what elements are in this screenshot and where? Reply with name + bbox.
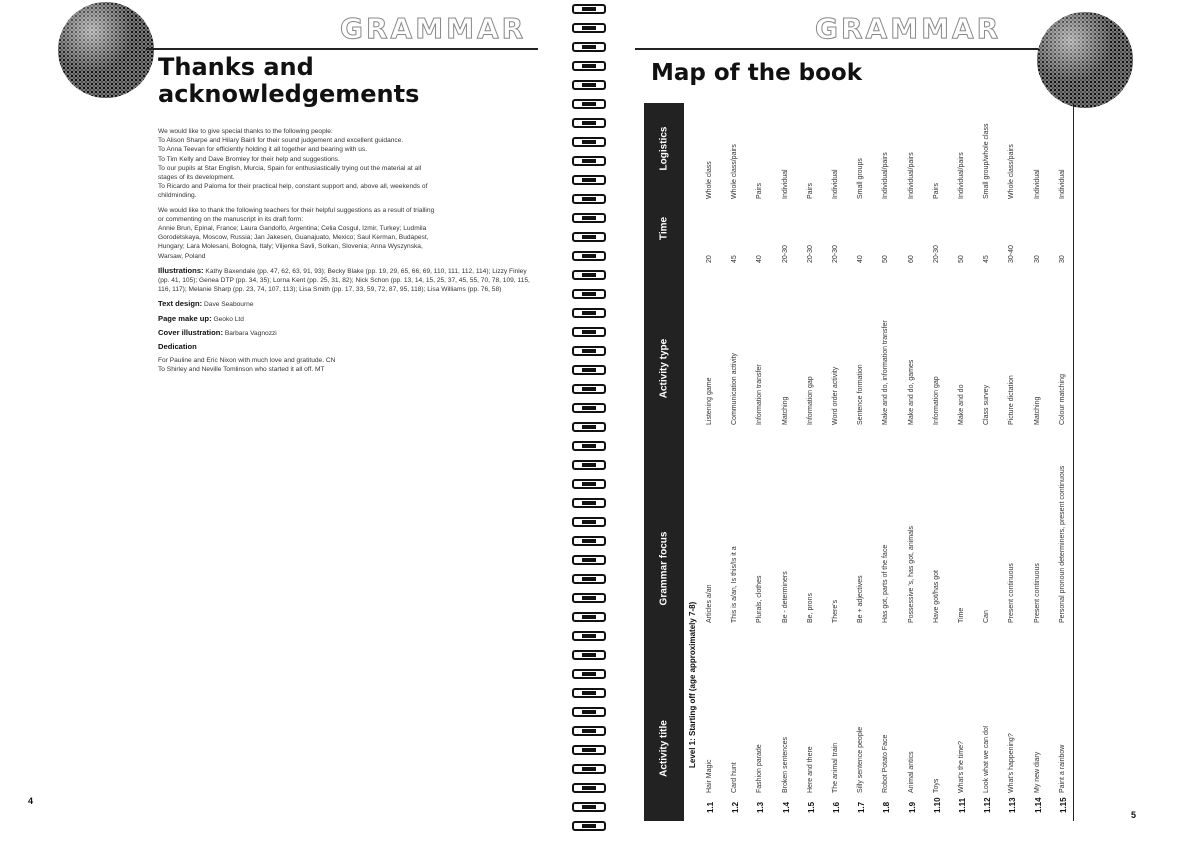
text-line: To Anna Teevan for efficiently holding it all together and bearing with us. [158,146,368,154]
binding-ring [572,118,606,128]
binding-ring [572,688,606,698]
binding-ring [572,403,606,413]
cell-type: Make and do, games [907,359,915,425]
dedication-heading [158,342,530,352]
cell-type: Picture dictation [1008,375,1016,425]
cell-title: What's happening? [1008,733,1016,793]
column-header-activity-type: Activity type [658,338,670,399]
map-table [644,103,1074,821]
cell-grammar: Present continuous [1033,563,1041,623]
binding-ring [572,251,606,261]
cell-type: Listening game [706,377,713,425]
cell-time: 20-30 [781,245,789,263]
cell-logistics: Individual/pairs [907,152,915,199]
cell-num: 1.6 [832,801,841,813]
text-line: stages of its development. [158,174,235,182]
cell-logistics: Individual [832,169,839,199]
binding-ring [572,460,606,470]
binding-ring [572,745,606,755]
cell-grammar: There's [832,599,839,623]
cell-grammar: Can [983,610,991,623]
page-number: 5 [1131,810,1137,820]
cell-type: Information gap [932,376,940,425]
cover-label: Cover illustration: [158,327,223,337]
cell-title: Fashion parade [756,744,764,793]
left-page [0,0,560,846]
cell-type: Matching [1033,396,1041,425]
cell-time: 20 [706,255,713,263]
header-rule [146,48,538,50]
binding-ring [572,802,606,812]
cell-num: 1.10 [932,797,942,813]
cell-num: 1.11 [958,797,967,813]
text-line: Warsaw, Poland [158,252,206,260]
binding-ring [572,327,606,337]
text-line: Hungary; Lara Molesani, Bologna, Italy; Viljenka Savli, Solkan, Slovenia; Anna Wyszynska, [158,243,423,251]
cell-time: 30-40 [1008,245,1016,263]
binding-ring [572,213,606,223]
binding-ring [572,783,606,793]
text-line: or commenting on the manuscript in its draft form: [158,215,304,223]
binding-ring [572,137,606,147]
binding-ring [572,270,606,280]
column-header-time: Time [658,216,670,241]
text-design-value: Dave Seabourne [204,301,254,309]
cell-grammar: Time [958,607,965,623]
cell-logistics: Individual [1058,169,1066,199]
binding-ring [572,289,606,299]
cell-num: 1.3 [756,801,766,813]
binding-ring [572,422,606,432]
cell-time: 30 [1058,255,1066,263]
cell-grammar: This is a/an, Is this/Is it a [731,546,739,623]
cell-title: Broken sentences [781,736,789,793]
cell-title: What's the time? [958,741,965,793]
text-line: Gorodetskaya, Moscow, Russia; Jan Jakesen, Guanajuato, Mexico; Saul Kerman, Budapest, [158,234,429,242]
cell-title: Hair Magic [706,759,713,793]
cell-type: Matching [781,396,789,425]
cell-time: 60 [907,255,915,263]
column-header-logistics: Logistics [658,126,670,171]
cell-title: Card hunt [731,762,739,793]
cell-num: 1.9 [907,801,917,813]
cell-num: 1.4 [781,801,791,813]
cell-type: Information gap [806,376,814,425]
binding-ring [572,669,606,679]
text-design-label: Text design: [158,299,203,309]
page-number: 4 [28,796,34,806]
cell-logistics: Individual [1033,169,1041,199]
illustrations-label: Illustrations: [158,265,204,275]
page-makeup-label: Page make up: [158,313,212,323]
cell-time: 45 [731,255,739,263]
cell-grammar: Articles a/an [706,584,713,623]
cell-logistics: Pairs [806,183,814,199]
thanks-paragraph [158,127,530,201]
cell-grammar: Has got, parts of the face [882,544,890,623]
cell-time: 50 [882,255,890,263]
binding-ring [572,232,606,242]
cell-grammar: Be + adjectives [857,575,865,623]
cell-title: Paint a rainbow [1058,744,1066,793]
cell-title: Robot Potato Face [882,734,890,793]
binding-ring [572,498,606,508]
dedication-line: To Shirley and Neville Tomlinson who started it all off. MT [158,366,325,374]
cell-logistics: Whole class/pairs [1008,144,1016,199]
halftone-circle-decoration [58,2,154,98]
level-label: Level 1: Starting off (age approximately 7-8) [688,601,697,768]
column-header-activity-title: Activity title [658,720,670,777]
cell-time: 20-30 [932,245,940,263]
binding-ring [572,194,606,204]
cell-logistics: Pairs [932,183,940,199]
header-rule [635,48,1045,50]
binding-ring [572,441,606,451]
binding-ring [572,555,606,565]
cell-type: Information transfer [756,364,764,425]
cell-logistics: Pairs [756,183,764,199]
cell-num: 1.12 [983,797,993,813]
cell-type: Communication activity [731,353,739,425]
header-grammar-word: GRAMMAR [815,12,1002,45]
cell-num: 1.8 [882,801,892,813]
cell-logistics: Whole class/pairs [731,144,739,199]
text-line: childminding. [158,192,197,200]
cell-title: Look what we can do! [983,725,991,793]
cell-time: 40 [756,255,764,263]
acknowledgements-body [158,127,530,379]
cell-title: Here and there [806,746,814,793]
binding-ring [572,612,606,622]
right-page [615,0,1200,846]
binding-ring [572,821,606,831]
cover-credit [158,328,530,338]
cell-grammar: Have got/has got [932,570,940,623]
cell-num: 1.2 [731,801,741,813]
text-line: We would like to thank the following teachers for their helpful suggestions as a result of trialling [158,206,435,214]
binding-ring [572,707,606,717]
cell-title: My new diary [1033,751,1041,793]
cell-type: Make and do, information transfer [882,320,890,425]
halftone-circle-decoration [1037,12,1133,108]
cell-type: Sentence formation [857,364,865,425]
binding-ring [572,156,606,166]
cell-type: Colour matching [1058,374,1066,425]
cell-grammar: Plurals, clothes [756,575,764,623]
binding-ring [572,574,606,584]
map-title: Map of the book [651,60,863,86]
cell-title: Toys [932,778,940,793]
binding-ring [572,308,606,318]
dedication-line: For Pauline and Eric Nixon with much love and gratitude. CN [158,357,336,365]
text-line: We would like to give special thanks to the following people: [158,128,333,135]
binding-ring [572,764,606,774]
page-makeup-credit [158,314,530,324]
cell-logistics: Small groups [857,158,865,199]
binding-ring [572,4,606,14]
illustrations-paragraph [158,266,530,295]
binding-ring [572,23,606,33]
title-line-1: Thanks and [158,53,314,81]
binding-ring [572,61,606,71]
binding-ring [572,384,606,394]
text-design-credit [158,299,530,309]
cell-num: 1.5 [806,801,816,813]
cell-grammar: Be - determiners [781,571,789,623]
cell-grammar: Personal pronoun determiners, present continuous [1058,465,1066,623]
text-line: To our pupils at Star English, Murcia, Spain for enthusiastically trying out the material at all [158,164,422,172]
text-line: To Ricardo and Paloma for their practical help, constant support and, above all, weekends of [158,183,428,191]
header-grammar-word: GRAMMAR [340,12,527,45]
spiral-binding [570,0,610,846]
cell-num: 1.14 [1033,797,1043,813]
table-header-band [644,103,684,821]
cell-time: 40 [857,255,865,263]
illustrations-text: Kathy Baxendale (pp. 47, 62, 63, 91, 93); Becky Blake (pp. 19, 29, 65, 66, 69, 110, 111, 112, 114); Lizzy Finley (pp. 41, 105); Genea DTP (pp. 34, 35); Lorna Kent (pp. 25, 31, 82); Nick Schon (pp. 13, 14, 15, 25, 37, 45, 55, 70, 78, 109, 115, 116, 117); Melanie Sharp (pp. 23, 74, 107, 113); Lisa Smith (pp. 17, 33, 59, 72, 87, 95, 118); Lisa Williams (pp. 76, 58) [158,267,530,294]
cell-time: 20-30 [832,245,839,263]
cell-logistics: Small group/whole class [983,123,991,199]
binding-ring [572,175,606,185]
cell-logistics: Individual [781,169,789,199]
binding-ring [572,42,606,52]
binding-ring [572,346,606,356]
cell-grammar: Present continuous [1008,563,1016,623]
binding-ring [572,365,606,375]
dedication-label: Dedication [158,342,197,352]
cell-title: The animal train [832,742,839,793]
cell-title: Silly sentence people [857,726,865,793]
cell-time: 50 [958,255,965,263]
cell-title: Animal antics [907,751,915,793]
page-makeup-value: Geoko Ltd [213,315,244,323]
cell-time: 45 [983,255,991,263]
cell-type: Make and do [958,384,965,425]
title-line-2: acknowledgements [158,80,420,108]
cell-type: Class survey [983,384,991,425]
cell-time: 20-30 [806,245,814,263]
cell-num: 1.1 [706,801,715,813]
binding-ring [572,536,606,546]
text-line: Annie Brun, Epinal, France; Laura Gandolfo, Argentina; Celia Cosgul, Izmir, Turkey; Ludmila [158,225,427,233]
binding-ring [572,631,606,641]
binding-ring [572,593,606,603]
cell-num: 1.13 [1008,797,1018,813]
cell-grammar: Possessive 's, has got, animals [907,525,915,623]
cell-logistics: Individual/pairs [882,152,890,199]
cell-time: 30 [1033,255,1041,263]
cell-logistics: Whole class [706,161,713,199]
binding-ring [572,517,606,527]
binding-ring [572,726,606,736]
text-line: To Alison Sharpe and Hilary Bairli for their sound judgement and excellent guidance. [158,137,404,145]
cover-value: Barbara Vagnozzi [224,329,277,337]
cell-num: 1.15 [1058,797,1068,813]
page-title [158,54,478,108]
cell-num: 1.7 [857,801,867,813]
binding-ring [572,479,606,489]
cell-type: Word order activity [832,366,839,425]
teachers-paragraph [158,206,530,261]
dedication-text [158,356,530,374]
binding-ring [572,80,606,90]
cell-grammar: Be, prons [806,593,814,623]
column-header-grammar-focus: Grammar focus [658,531,670,606]
binding-ring [572,99,606,109]
text-line: To Tim Kelly and Dave Bromley for their help and suggestions. [158,155,340,163]
binding-ring [572,650,606,660]
cell-logistics: Individual/pairs [958,152,965,199]
